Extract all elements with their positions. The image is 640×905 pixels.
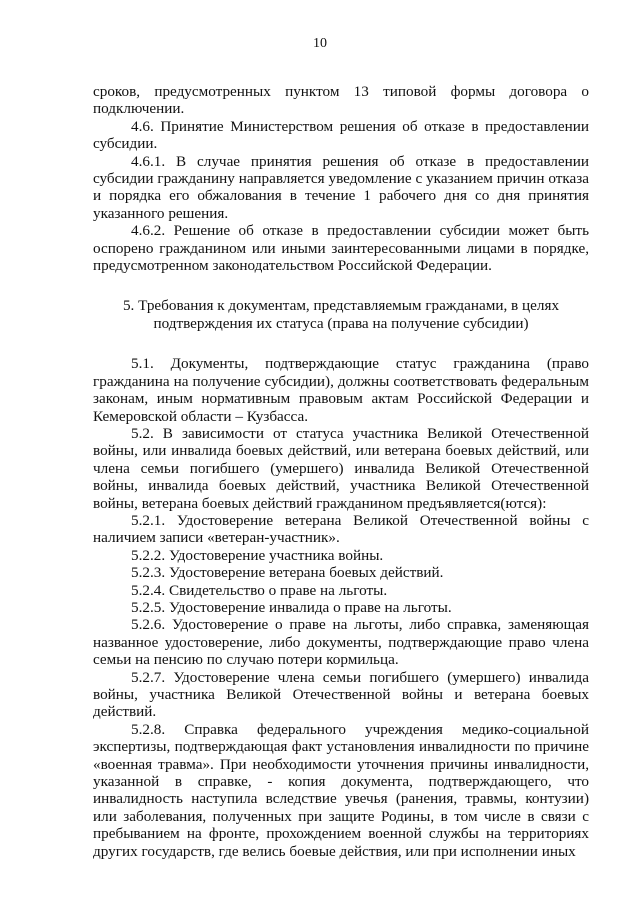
paragraph-5-2-8: 5.2.8. Справка федерального учреждения медико-социальной экспертизы, подтверждающая факт установления инвалидности по причине «военная травма». При необходимости уточнения причины инвалидности, указанной в справке, - копия документа, подтверждающего, что инвалидность наступила вследствие увечья (ранения, травмы, контузии) или заболевания, полученных при защите Родины, в том числе в связи с пребыванием на фронте, прохождением военной службы на территориях других государств, где велись боевые действия, или при исполнении иных xyxy=(93,720,589,860)
page-number: 10 xyxy=(313,36,327,51)
paragraph-5-2-5: 5.2.5. Удостоверение инвалида о праве на льготы. xyxy=(131,598,452,616)
paragraph-5-2-3: 5.2.3. Удостоверение ветерана боевых действий. xyxy=(131,564,444,582)
paragraph-5-2-7: 5.2.7. Удостоверение члена семьи погибшего (умершего) инвалида войны, участника Великой Отечественной войны и ветерана боевых действий. xyxy=(93,668,589,721)
paragraph-continuation: сроков, предусмотренных пунктом 13 типовой формы договора о подключении. xyxy=(93,83,589,118)
paragraph-4-6: 4.6. Принятие Министерством решения об отказе в предоставлении субсидии. xyxy=(93,117,589,153)
section-heading xyxy=(93,297,589,332)
paragraph-5-2-4: 5.2.4. Свидетельство о праве на льготы. xyxy=(131,581,388,599)
paragraph-5-2-6: 5.2.6. Удостоверение о праве на льготы, либо справка, заменяющая названное удостоверение, либо документы, подтверждающие право члена семьи на пенсию по случаю потери кормильца. xyxy=(93,616,589,669)
section-heading-line-2: подтверждения их статуса (права на получение субсидии) xyxy=(153,314,529,332)
section-heading-line-1: 5. Требования к документам, представляемым гражданами, в целях xyxy=(122,297,560,315)
document-body xyxy=(93,83,589,860)
paragraph-5-2-2: 5.2.2. Удостоверение участника войны. xyxy=(131,546,384,564)
paragraph-4-6-1: 4.6.1. В случае принятия решения об отказе в предоставлении субсидии гражданину направляется уведомление с указанием причин отказа и порядка его обжалования в течение 1 рабочего дня со дня принятия указанного решения. xyxy=(93,152,589,222)
paragraph-5-2: 5.2. В зависимости от статуса участника Великой Отечественной войны, или инвалида боевых действий, или ветерана боевых действий, или члена семьи погибшего (умершего) инвалида Великой Отечественной войны, инвалида боевых действий, участника Великой Отечественной войны, ветерана боевых действий гражданином предъявляется(ются): xyxy=(93,424,589,512)
paragraph-4-6-2: 4.6.2. Решение об отказе в предоставлении субсидии может быть оспорено гражданином или иными заинтересованными лицами в порядке, предусмотренном законодательством Российской Федерации. xyxy=(93,222,589,275)
paragraph-5-1: 5.1. Документы, подтверждающие статус гражданина (право гражданина на получение субсидии), должны соответствовать федеральным законам, иным нормативным правовым актам Российской Федерации и Кемеровской области – Кузбасса. xyxy=(93,355,589,425)
paragraph-5-2-1: 5.2.1. Удостоверение ветерана Великой Отечественной войны с наличием записи «ветеран-участник». xyxy=(93,511,589,547)
